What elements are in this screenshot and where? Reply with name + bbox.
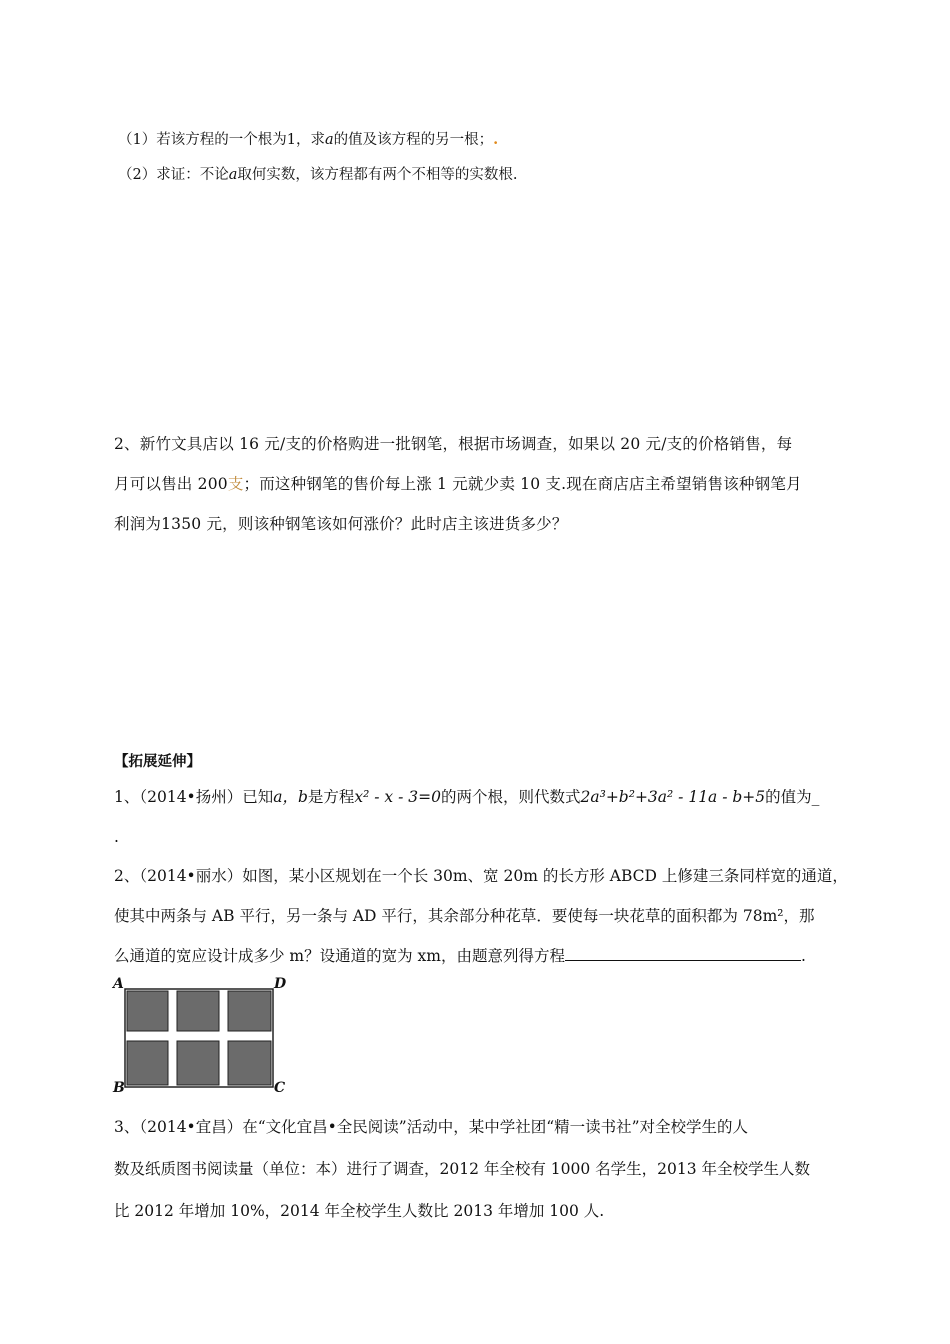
e1-d: 的值为_ — [765, 788, 820, 806]
problem2-line2b: ；而这种钢笔的售价每上涨 1 元就少卖 10 支.现在商店店主希望销售该种钢笔月 — [243, 475, 802, 493]
answer-blank — [565, 946, 801, 961]
flower-bed-1 — [127, 991, 168, 1031]
section-heading: 【拓展延伸】 — [114, 754, 201, 770]
q2-rest: 取何实数，该方程都有两个不相等的实数根. — [237, 167, 518, 183]
figure-label-a: A — [113, 976, 124, 992]
q2-variable: a — [228, 167, 238, 183]
q1-mark: . — [493, 131, 499, 148]
extension-2-line1: 2、（2014•丽水）如图，某小区规划在一个长 30m、宽 20m 的长方形 ABCD 上修建三条同样宽的通道， — [114, 867, 848, 885]
extension-1-line — [114, 785, 819, 807]
problem2-line2a: 月可以售出 200 — [114, 475, 228, 493]
extension-2-line3 — [114, 944, 806, 966]
e2-end: . — [801, 947, 806, 965]
figure-label-d: D — [274, 976, 287, 992]
q1-variable: a — [324, 132, 334, 148]
extension-3-line1: 3、（2014•宜昌）在“文化宜昌•全民阅读”活动中，某中学社团“精一读书社”对全校学生的人 — [114, 1118, 749, 1136]
extension-3-line3: 比 2012 年增加 10%，2014 年全校学生人数比 2013 年增加 100 人. — [114, 1202, 605, 1220]
e1-b: 是方程 — [307, 788, 355, 806]
e1-expression: 2a³+b²+3a² - 11a - b+5 — [580, 788, 766, 806]
e1-equation: x² - x - 3=0 — [354, 788, 441, 806]
problem2-line3: 利润为1350 元，则该种钢笔该如何涨价？此时店主该进货多少？ — [114, 515, 568, 533]
flower-bed-6 — [228, 1041, 271, 1085]
question-1-line — [118, 128, 498, 149]
garden-figure — [124, 988, 274, 1088]
q2-text: （2）求证：不论 — [118, 167, 229, 183]
extension-1-end: . — [114, 828, 119, 846]
e1-a: 1、（2014•扬州）已知 — [114, 788, 274, 806]
extension-3-line2: 数及纸质图书阅读量（单位：本）进行了调查，2012 年全校有 1000 名学生，2013 年全校学生人数 — [114, 1160, 811, 1178]
problem2-line1: 2、新竹文具店以 16 元/支的价格购进一批钢笔，根据市场调查，如果以 20 元/支的价格销售，每 — [114, 435, 793, 453]
e2-line3-text: 么通道的宽应设计成多少 m？设通道的宽为 xm，由题意列得方程 — [114, 947, 565, 965]
flower-bed-5 — [177, 1041, 219, 1085]
extension-2-line2: 使其中两条与 AB 平行，另一条与 AD 平行，其余部分种花草．要使每一块花草的面积都为 78m²，那 — [114, 907, 815, 925]
e1-vars: a，b — [273, 788, 308, 806]
figure-label-c: C — [274, 1080, 286, 1096]
problem2-line2 — [114, 472, 802, 494]
q1-rest: 的值及该方程的另一根； — [333, 132, 494, 148]
q1-text: （1）若该方程的一个根为1，求 — [118, 132, 325, 148]
e1-c: 的两个根，则代数式 — [440, 788, 581, 806]
figure-label-b: B — [113, 1080, 125, 1096]
problem2-mark: 支 — [227, 475, 244, 493]
flower-bed-2 — [177, 991, 219, 1031]
flower-bed-3 — [228, 991, 271, 1031]
question-2-line — [118, 163, 518, 184]
flower-bed-4 — [127, 1041, 168, 1085]
